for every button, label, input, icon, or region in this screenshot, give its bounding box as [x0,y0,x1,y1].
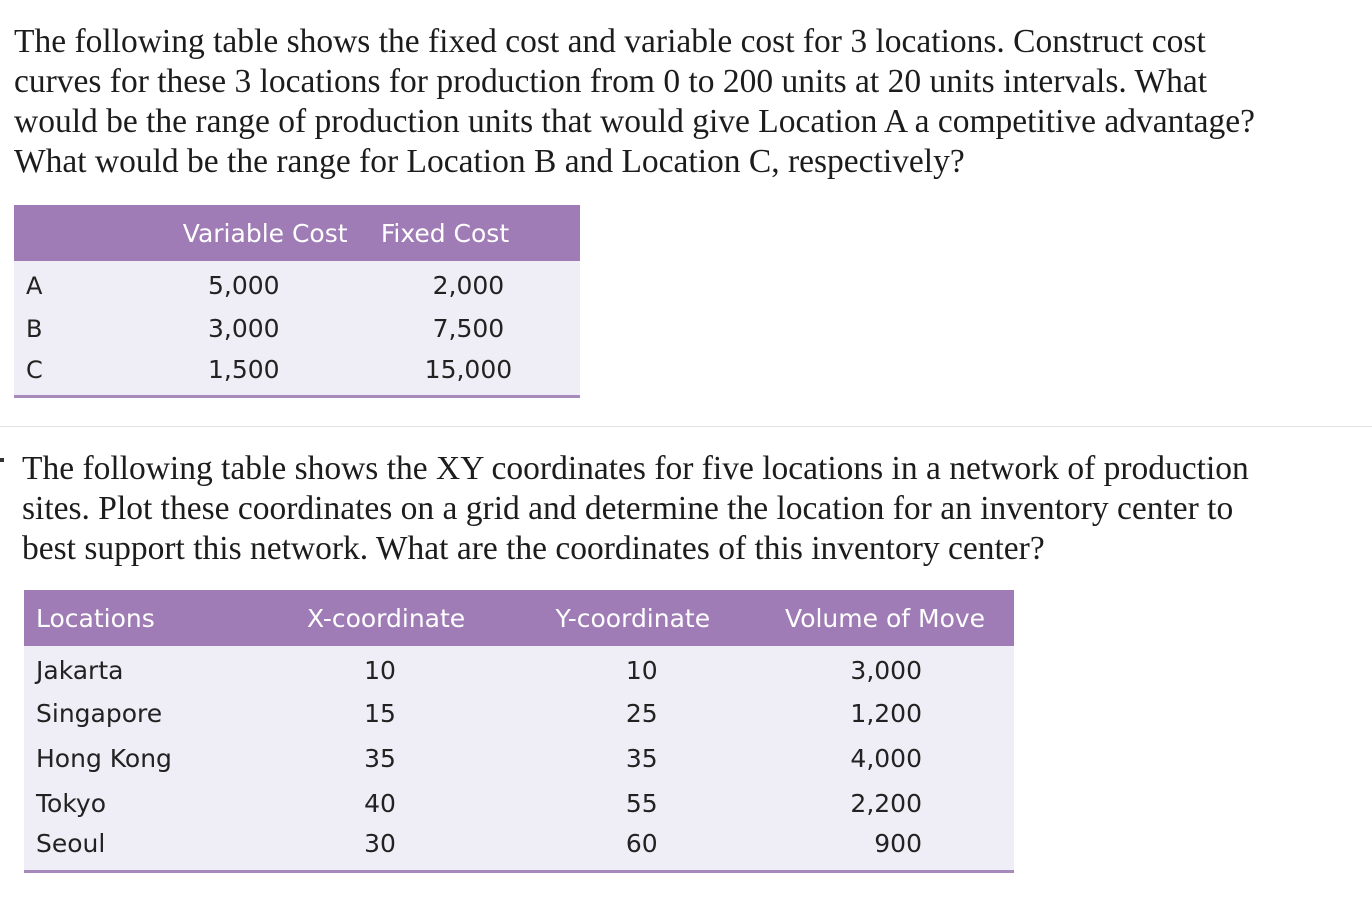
cost-table [14,205,580,398]
section-divider [0,426,1372,427]
table-row [14,306,580,351]
question-2-line: best support this network. What are the coordinates of this inventory center? [22,530,1045,567]
coordinates-table-location: Singapore [36,699,163,728]
coordinates-table-header-row [24,590,1014,646]
table-row [24,691,1014,736]
question-2-line: sites. Plot these coordinates on a grid and determine the location for an inventory center to [22,490,1234,527]
coordinates-table-y: 60 [625,829,658,859]
coordinates-table-volume: 4,000 [850,744,922,773]
coordinates-table-x: 10 [364,656,396,685]
table-row [14,351,580,396]
coordinates-table-y: 10 [625,656,658,685]
cost-table-header-row [14,205,580,261]
question-1-line: would be the range of production units that would give Location A a competitive advantage? [14,103,1256,140]
coordinates-table-x: 35 [364,744,396,773]
cost-table-header-location [14,205,131,261]
cost-table-header-variable-cost: Variable Cost [131,205,357,261]
question-1-line: The following table shows the fixed cost and variable cost for 3 locations. Construct cost [14,23,1206,60]
cost-table-variable-cost: 5,000 [208,271,280,300]
coordinates-table-location: Jakarta [36,656,124,685]
question-2-marker [0,458,4,462]
coordinates-table-header-volume: Volume of Move [756,590,1014,646]
table-row [24,781,1014,826]
question-1-line: curves for these 3 locations for production from 0 to 200 units at 20 units intervals. What [14,63,1208,100]
cost-table-header-fixed-cost: Fixed Cost [357,205,580,261]
coordinates-table-location: Tokyo [36,789,106,818]
cost-table-location: C [26,355,43,384]
coordinates-table-x: 30 [364,829,396,859]
coordinates-table-volume: 900 [874,829,922,859]
coordinates-table-header-locations: Locations [24,590,263,646]
coordinates-table-volume: 3,000 [850,656,922,685]
cost-table-fixed-cost: 7,500 [432,314,505,343]
coordinates-table-x: 40 [364,789,396,818]
coordinates-table-location: Seoul [36,829,106,859]
cost-table-variable-cost: 1,500 [208,355,280,385]
question-1-text [14,22,1255,182]
table-row [14,261,580,306]
table-row [24,736,1014,781]
question-2-line: The following table shows the XY coordinates for five locations in a network of production [22,450,1249,487]
question-1-line: What would be the range for Location B and Location C, respectively? [14,143,965,180]
coordinates-table-volume: 1,200 [850,699,922,728]
coordinates-table-x: 15 [364,699,396,728]
table-row [24,826,1014,871]
coordinates-table [24,590,1014,873]
cost-table-fixed-cost: 15,000 [424,355,513,385]
cost-table-location: A [26,271,43,300]
cost-table-location: B [26,314,43,343]
table-row [24,646,1014,691]
coordinates-table-volume: 2,200 [850,789,922,818]
cost-table-fixed-cost: 2,000 [432,271,505,300]
coordinates-table-y: 25 [625,699,658,728]
question-2-text [22,449,1249,569]
cost-table-variable-cost: 3,000 [208,314,280,343]
coordinates-table-y: 55 [625,789,658,818]
coordinates-table-header-x: X-coordinate [263,590,510,646]
coordinates-table-header-y: Y-coordinate [509,590,756,646]
coordinates-table-location: Hong Kong [36,744,172,773]
coordinates-table-y: 35 [625,744,658,773]
